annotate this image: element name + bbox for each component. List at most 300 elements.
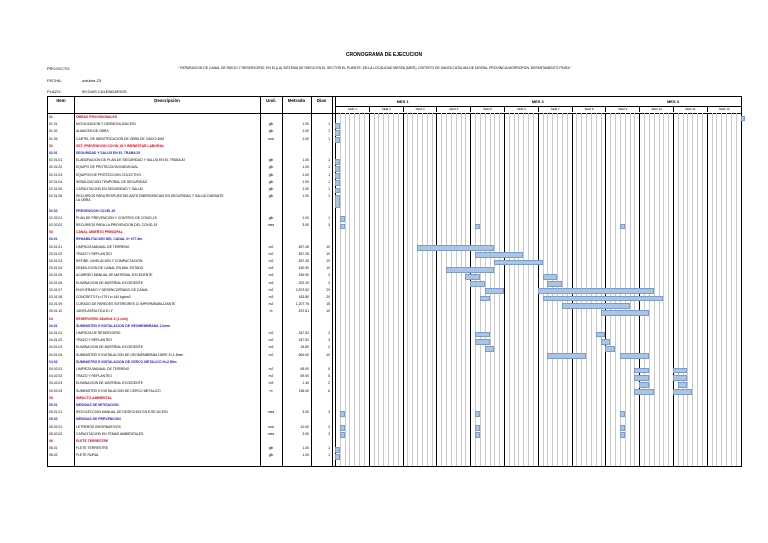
cell-item: 02.02.02 bbox=[49, 223, 63, 227]
cell-item: 01.03 bbox=[49, 136, 58, 141]
table-row bbox=[48, 115, 741, 122]
table-row bbox=[48, 252, 741, 259]
week-header: SEM 1 bbox=[335, 106, 369, 112]
cell-metrado: 347.52 bbox=[298, 331, 309, 335]
cell-metrado: 837.28 bbox=[298, 244, 309, 249]
week-header: SEM 12 bbox=[707, 106, 741, 112]
cell-desc: PREVENCION COVID-19 bbox=[76, 208, 116, 213]
gantt-bar bbox=[639, 382, 649, 388]
cell-und: mes bbox=[267, 410, 275, 415]
cell-desc: ELIMINACION DE MATERIAL EXCEDENTE bbox=[76, 280, 143, 285]
cell-item: 02.02.01 bbox=[49, 215, 63, 220]
cell-metrado: 1.00 bbox=[302, 136, 309, 141]
gantt-bar bbox=[335, 454, 340, 460]
cell-und: glb bbox=[268, 453, 274, 458]
header-metrado: Metrado bbox=[287, 98, 306, 103]
cell-metrado: 1.00 bbox=[302, 215, 309, 220]
cell-metrado: 202.20 bbox=[298, 280, 309, 285]
cell-und: m bbox=[269, 388, 273, 393]
gantt-bar bbox=[620, 432, 625, 438]
cell-metrado: 69.00 bbox=[300, 374, 309, 379]
gantt-bar bbox=[538, 288, 654, 294]
table-row bbox=[48, 245, 741, 252]
gantt-bar bbox=[335, 166, 340, 172]
table-row bbox=[48, 324, 741, 331]
week-header: SEM 4 bbox=[436, 106, 470, 112]
gantt-bar bbox=[620, 411, 625, 417]
cell-und: glb bbox=[268, 122, 274, 127]
gantt-bar bbox=[475, 432, 480, 438]
table-row bbox=[48, 273, 741, 280]
gantt-bar bbox=[605, 346, 615, 352]
cell-item: 04.01.02 bbox=[49, 338, 63, 343]
plazo-label: PLAZO: bbox=[47, 89, 62, 94]
cell-dias: 1 bbox=[328, 129, 330, 134]
table-row bbox=[48, 403, 741, 410]
cell-desc: SUMINISTRO E INSTALACION DE CERCO METALICO H=2.50m bbox=[76, 359, 177, 364]
cell-item: 06 bbox=[49, 439, 53, 443]
cell-und: mes bbox=[267, 431, 275, 436]
cell-metrado: 1.00 bbox=[302, 172, 309, 177]
cell-desc: TRAZO Y REPLANTEO bbox=[76, 338, 113, 343]
cell-desc: SUMINISTRO E INSTALACION DE CERCO METALICO bbox=[76, 388, 161, 393]
cell-dias: 1 bbox=[328, 165, 330, 170]
cell-dias: 1 bbox=[328, 158, 330, 163]
cell-und: mes bbox=[267, 223, 275, 227]
cell-und: und bbox=[268, 424, 274, 429]
table-row bbox=[48, 345, 741, 352]
month-header: MES 3 bbox=[666, 99, 679, 104]
cell-und: m2 bbox=[268, 331, 274, 335]
cell-und: m2 bbox=[268, 251, 274, 256]
cell-und: glb bbox=[268, 165, 274, 170]
cell-item: 02.01.06 bbox=[49, 194, 63, 199]
cell-metrado: 1.00 bbox=[302, 158, 309, 163]
cell-dias: 20 bbox=[326, 287, 330, 292]
cell-item: 06.02 bbox=[49, 453, 58, 458]
week-header: SEM 9 bbox=[605, 106, 639, 112]
cell-desc: CANAL ABIERTO PRINCIPAL bbox=[76, 230, 123, 235]
fecha-label: FECHA: bbox=[47, 78, 62, 83]
table-row bbox=[48, 439, 741, 446]
cell-item: 04 bbox=[49, 316, 53, 321]
cell-und: m3 bbox=[268, 295, 274, 299]
cell-desc: MEDIDAS DE MITIGACION bbox=[76, 403, 119, 407]
cell-metrado: 1.40 bbox=[302, 381, 309, 386]
table-row bbox=[48, 237, 741, 244]
gantt-bar bbox=[480, 296, 490, 302]
gantt-bar bbox=[475, 411, 480, 417]
cell-item: 05.02.01 bbox=[49, 424, 63, 429]
cell-und: m2 bbox=[268, 259, 274, 263]
cell-desc: MOVILIZACION Y DESMOVILIZACION bbox=[76, 122, 136, 127]
cell-desc: SUMINISTRO E INSTALACION DE GEOMEMBRANA HDPE E=1.5mm bbox=[76, 352, 184, 357]
cell-desc: SEGURIDAD Y SALUD EN EL TRABAJO bbox=[76, 151, 141, 155]
gantt-bar bbox=[634, 375, 648, 381]
cell-metrado: 10.00 bbox=[300, 424, 309, 429]
table-row bbox=[48, 137, 741, 144]
cell-item: 01.02 bbox=[49, 129, 58, 134]
cell-und: und bbox=[268, 136, 274, 141]
gantt-bar bbox=[634, 368, 648, 374]
cell-und: m2 bbox=[268, 302, 274, 307]
cell-metrado: 1.00 bbox=[302, 187, 309, 191]
cell-desc: TRAZO Y REPLANTEO bbox=[76, 251, 113, 256]
week-header: SEM 6 bbox=[504, 106, 538, 112]
cell-und: glb bbox=[268, 187, 274, 191]
table-row bbox=[48, 209, 741, 216]
cell-desc: CAPACITACION EN SEGURIDAD Y SALUD bbox=[76, 187, 144, 191]
gantt-bar bbox=[335, 188, 340, 194]
cell-metrado: 1.00 bbox=[302, 446, 309, 451]
cell-item: 05.02 bbox=[49, 417, 58, 422]
cell-dias: 5 bbox=[328, 374, 330, 379]
cell-dias: 1 bbox=[328, 179, 330, 184]
gantt-bar bbox=[446, 267, 494, 273]
gantt-bar bbox=[335, 123, 340, 129]
cell-item: 04.02.01 bbox=[49, 367, 63, 371]
cell-desc: TRAZO Y REPLANTEO bbox=[76, 374, 113, 379]
cell-metrado: 136.00 bbox=[298, 388, 309, 393]
cell-item: 03.01.06 bbox=[49, 280, 63, 285]
table-row bbox=[48, 396, 741, 403]
header-und: Und. bbox=[266, 98, 276, 103]
cell-item: 02.01.01 bbox=[49, 158, 63, 163]
cell-dias: 1 bbox=[328, 194, 330, 199]
table-row bbox=[48, 338, 741, 345]
cell-desc: FLETE TERRESTRE bbox=[76, 446, 108, 451]
plazo-value: 90 DIAS CALENDARIOS bbox=[82, 89, 127, 94]
cell-desc: ALMACEN DE OBRA bbox=[76, 129, 109, 134]
cell-item: 05.01 bbox=[49, 403, 58, 407]
cell-metrado: 2,873.52 bbox=[295, 287, 309, 292]
cell-metrado: 3.00 bbox=[302, 431, 309, 436]
table-row bbox=[48, 417, 741, 424]
cell-item: 03.01.10 bbox=[49, 309, 63, 314]
cell-desc: ELABORACION DE PLAN DE SEGURIDAD Y SALUD EN EL TRABAJO bbox=[76, 158, 186, 163]
cell-desc: CARTEL DE IDENTIFICACION DE OBRA DE 3.60X2.40M bbox=[76, 136, 164, 141]
cell-dias: 3 bbox=[328, 280, 330, 285]
cell-desc: REHABILITACION DEL CANAL 0+ 077.8m bbox=[76, 237, 143, 242]
proyecto-label: PROYECTO: bbox=[47, 66, 71, 71]
table-row bbox=[48, 230, 741, 237]
gantt-bar bbox=[465, 274, 479, 280]
gantt-bar bbox=[673, 368, 687, 374]
cell-und: glb bbox=[268, 179, 274, 184]
cell-dias: 10 bbox=[326, 244, 330, 249]
cell-item: 01.01 bbox=[49, 122, 58, 127]
cell-und: m3 bbox=[268, 381, 274, 386]
gantt-bar bbox=[601, 310, 649, 316]
cell-desc: EQUIPOS DE PROTECCION COLECTIVO bbox=[76, 172, 142, 177]
cell-dias: 1 bbox=[328, 122, 330, 127]
cell-und: m3 bbox=[268, 345, 274, 350]
table-row bbox=[48, 151, 741, 158]
cell-dias: 1 bbox=[328, 446, 330, 451]
cell-desc: JUNTA ASFALTICA E=1" bbox=[76, 309, 114, 314]
week-header: SEM 3 bbox=[403, 106, 437, 112]
cell-dias: 1 bbox=[328, 453, 330, 458]
cell-item: 04.01.03 bbox=[49, 345, 63, 350]
cell-item: 04.02 bbox=[49, 359, 58, 364]
cell-und: glb bbox=[268, 129, 274, 134]
gantt-bar bbox=[475, 332, 489, 338]
cell-dias: 6 bbox=[328, 388, 330, 393]
gantt-bar bbox=[335, 130, 340, 136]
cell-dias: 10 bbox=[326, 251, 330, 256]
gantt-bar bbox=[620, 224, 625, 230]
cell-dias: 3 bbox=[328, 331, 330, 335]
cell-desc: LIMPIEZA DE RESERVORIO bbox=[76, 331, 121, 335]
proyecto-value: " REPARACION DE CANAL DE RIEGO Y RESERVORIO; EN EL(LA) SISTEMA DE RIEGO EN EL SECTOR EL PUENTE, EN LA LOCALIDAD MESSA (MESI), DISTRITO DE SANTA CATALINA DE MOSSA, PROVINCIA MORROPON, DEPARTAMENTO PIURA " bbox=[178, 66, 572, 70]
cell-desc: CAPACITACION EN TEMAS AMBIENTALES bbox=[76, 431, 144, 436]
table-row bbox=[48, 144, 741, 151]
cell-metrado: 600.00 bbox=[298, 352, 309, 357]
gantt-bar bbox=[673, 375, 687, 381]
cell-desc: REFINE, NIVELACION Y COMPACTACION bbox=[76, 259, 143, 263]
cell-item: 02.01.05 bbox=[49, 187, 63, 191]
gantt-bar bbox=[335, 137, 340, 143]
gantt-bar bbox=[485, 288, 504, 294]
cell-item: 03.01.02 bbox=[49, 251, 63, 256]
cell-desc: CURADO DE PAREDES INTERIORES C/ IMPERMEABILIZANTE bbox=[76, 302, 176, 307]
month-header: MES 2 bbox=[531, 99, 544, 104]
gantt-bar bbox=[335, 447, 340, 453]
cell-metrado: 150.90 bbox=[298, 273, 309, 278]
cell-item: 03.01.08 bbox=[49, 295, 63, 299]
table-row bbox=[48, 216, 741, 223]
cell-item: 05 bbox=[49, 395, 53, 400]
cell-desc: ELIMINACION DE MATERIAL EXCEDENTE bbox=[76, 381, 143, 386]
cell-item: 03.01.04 bbox=[49, 266, 63, 271]
cell-item: 03.01.05 bbox=[49, 273, 63, 278]
cell-desc: ACARREO MANUAL DE MATERIAL EXCEDENTE bbox=[76, 273, 153, 278]
table-row bbox=[48, 122, 741, 129]
cell-und: glb bbox=[268, 172, 274, 177]
cell-und: glb bbox=[268, 158, 274, 163]
cell-item: 04.01.01 bbox=[49, 331, 63, 335]
cell-desc: ELIMINACION DE MATERIAL EXCEDENTE bbox=[76, 345, 143, 350]
week-header: SEM 10 bbox=[639, 106, 673, 112]
cell-und: m3 bbox=[268, 273, 274, 278]
cell-dias: 10 bbox=[326, 259, 330, 263]
cell-desc: SUMINISTRO E INSTALACION DE GEOMEMBRANA 1.0mm bbox=[76, 323, 171, 328]
table-row bbox=[48, 180, 741, 187]
cell-und: m3 bbox=[268, 280, 274, 285]
cell-desc: LIMPIEZA MANUAL DE TERRENO bbox=[76, 244, 130, 249]
cell-dias: 3 bbox=[328, 410, 330, 415]
cell-desc: RESERVORIO 28x60x1.5 (1 und) bbox=[76, 316, 128, 321]
cell-item: 02.01.04 bbox=[49, 179, 63, 184]
gantt-bar bbox=[601, 339, 611, 345]
cell-metrado: 15.80 bbox=[300, 345, 309, 350]
week-header: SEM 7 bbox=[538, 106, 572, 112]
cell-dias: 1 bbox=[328, 187, 330, 191]
gantt-bar bbox=[475, 425, 480, 431]
header-item: Item bbox=[56, 98, 66, 103]
cell-dias: 3 bbox=[328, 424, 330, 429]
table-row bbox=[48, 453, 741, 460]
table-row bbox=[48, 331, 741, 338]
cell-desc: MEDIDAS DE PREVENCION bbox=[76, 417, 121, 422]
cell-metrado: 837.28 bbox=[298, 251, 309, 256]
cell-dias: 15 bbox=[326, 302, 330, 307]
cell-desc: RECURSOS PARA RESPUESTAS ANTE EMERGENCIAS EN SEGURIDAD Y SALUD DURANTE LA OBRA bbox=[76, 194, 224, 203]
gantt-bar bbox=[340, 216, 345, 222]
table-row bbox=[48, 173, 741, 180]
gantt-bar bbox=[494, 260, 542, 266]
cell-item: 02.01 bbox=[49, 151, 58, 155]
cell-item: 03.01.01 bbox=[49, 244, 63, 249]
cell-dias: 2 bbox=[328, 381, 330, 386]
table-row bbox=[48, 165, 741, 172]
gantt-bar bbox=[543, 274, 557, 280]
gantt-bar bbox=[475, 252, 523, 258]
cell-dias: 20 bbox=[326, 295, 330, 299]
fecha-value: octubre-23 bbox=[82, 78, 102, 83]
cell-metrado: 1.00 bbox=[302, 122, 309, 127]
gantt-bar bbox=[543, 296, 664, 302]
gantt-bar bbox=[547, 353, 586, 359]
cell-desc: LIMPIEZA MANUAL DE TERRENO bbox=[76, 367, 130, 371]
table-row bbox=[48, 302, 741, 309]
cell-desc: SST, PREVENCION COVID-19 Y BIENESTAR LABORAL bbox=[76, 143, 164, 148]
cell-item: 03 bbox=[49, 230, 53, 235]
gantt-bar bbox=[335, 173, 340, 179]
cell-desc: EQUIPO DE PROTECCION INDIVIDUAL bbox=[76, 165, 139, 170]
cell-und: glb bbox=[268, 194, 274, 199]
gantt-bar bbox=[417, 245, 494, 251]
table-row bbox=[48, 410, 741, 417]
cell-item: 04.02.02 bbox=[49, 374, 63, 379]
cell-dias: 1 bbox=[328, 136, 330, 141]
cell-item: 03.01 bbox=[49, 237, 58, 242]
table-row bbox=[48, 266, 741, 273]
cell-dias: 5 bbox=[328, 367, 330, 371]
header-descripcion: Descripción bbox=[154, 98, 180, 103]
gantt-bar bbox=[340, 224, 345, 230]
gantt-bar bbox=[634, 389, 653, 395]
table-row bbox=[48, 259, 741, 266]
cell-und: m2 bbox=[268, 338, 274, 343]
cell-desc: LETREROS INFORMATIVOS bbox=[76, 424, 121, 429]
cell-desc: FLETE TERRESTRE bbox=[76, 439, 109, 443]
cell-metrado: 3.00 bbox=[302, 223, 309, 227]
gantt-bar bbox=[562, 303, 630, 309]
cell-dias: 10 bbox=[326, 352, 330, 357]
gantt-bar bbox=[335, 159, 340, 165]
cell-item: 01 bbox=[49, 115, 53, 119]
table-row bbox=[48, 158, 741, 165]
cell-item: 03.01.03 bbox=[49, 259, 63, 263]
cell-metrado: 1.00 bbox=[302, 194, 309, 199]
cell-und: m2 bbox=[268, 352, 274, 357]
table-row bbox=[48, 223, 741, 230]
gantt-bar bbox=[485, 346, 495, 352]
cell-desc: OBRAS PROVISIONALES bbox=[76, 115, 118, 119]
cell-metrado: 1,207.76 bbox=[295, 302, 309, 307]
gantt-bar bbox=[475, 339, 489, 345]
cell-desc: ENCOFRADO Y DESENCOFRADO DE CANAL bbox=[76, 287, 149, 292]
gantt-bar bbox=[340, 432, 345, 438]
cell-metrado: 837.28 bbox=[298, 259, 309, 263]
table-row bbox=[48, 129, 741, 136]
header-dias: Dias bbox=[316, 98, 327, 103]
cell-item: 05.02.02 bbox=[49, 431, 63, 436]
cell-item: 04.01.04 bbox=[49, 352, 63, 357]
cell-und: glb bbox=[268, 446, 274, 451]
cell-desc: RECOLECCION MANUAL DE DESECHOS EN EJECUCION bbox=[76, 410, 168, 415]
cell-item: 02.02 bbox=[49, 208, 58, 213]
week-header: SEM 11 bbox=[673, 106, 707, 112]
cell-item: 06.01 bbox=[49, 446, 58, 451]
cell-item: 03.01.07 bbox=[49, 287, 63, 292]
cell-item: 02.01.02 bbox=[49, 165, 63, 170]
cell-item: 04.01 bbox=[49, 323, 58, 328]
cell-metrado: 872.61 bbox=[298, 309, 309, 314]
cell-metrado: 3.00 bbox=[302, 410, 309, 415]
cell-und: glb bbox=[268, 215, 274, 220]
cell-dias: 3 bbox=[328, 431, 330, 436]
cell-desc: SEÑALIZACION TEMPORAL DE SEGURIDAD bbox=[76, 179, 148, 184]
table-row bbox=[48, 432, 741, 439]
table-row bbox=[48, 425, 741, 432]
table-row bbox=[48, 281, 741, 288]
table-row bbox=[48, 446, 741, 453]
table-row bbox=[48, 194, 741, 208]
cell-metrado: 1.00 bbox=[302, 453, 309, 458]
gantt-bar bbox=[678, 382, 688, 388]
cell-item: 03.01.09 bbox=[49, 302, 63, 307]
cell-dias: 1 bbox=[328, 215, 330, 220]
week-header: SEM 2 bbox=[369, 106, 403, 112]
cell-metrado: 1.00 bbox=[302, 179, 309, 184]
gantt-bar bbox=[335, 195, 340, 208]
cell-metrado: 347.52 bbox=[298, 338, 309, 343]
cell-desc: RECURSOS PARA LA PREVENCION DEL COVID-19 bbox=[76, 223, 158, 227]
cell-metrado: 1.00 bbox=[302, 129, 309, 134]
gantt-bar bbox=[620, 425, 625, 431]
table-row bbox=[48, 317, 741, 324]
schedule-table bbox=[47, 96, 742, 467]
cell-dias: 10 bbox=[326, 266, 330, 271]
cell-desc: CONCRETO f'c=175 f'c=140 kg/cm2 bbox=[76, 295, 131, 299]
page-title: CRONOGRAMA DE EJECUCION bbox=[345, 52, 423, 58]
week-header: SEM 8 bbox=[572, 106, 606, 112]
cell-und: m2 bbox=[268, 244, 274, 249]
cell-metrado: 160.90 bbox=[298, 266, 309, 271]
cell-desc: IMPACTO AMBIENTAL bbox=[76, 395, 112, 400]
cell-desc: DEMOLICION DE CANAL EN MAL ESTADO bbox=[76, 266, 144, 271]
cell-dias: 3 bbox=[328, 338, 330, 343]
week-header: SEM 5 bbox=[470, 106, 504, 112]
gantt-bar bbox=[335, 180, 340, 186]
gantt-bar bbox=[470, 281, 484, 287]
cell-und: m2 bbox=[268, 374, 274, 379]
cell-und: m2 bbox=[268, 287, 274, 292]
table-row bbox=[48, 360, 741, 367]
cell-dias: 2 bbox=[328, 345, 330, 350]
gantt-bar bbox=[340, 411, 345, 417]
month-header: MES 1 bbox=[396, 99, 409, 104]
cell-dias: 10 bbox=[326, 309, 330, 314]
cell-desc: FLETE RURAL bbox=[76, 453, 99, 458]
gantt-bar bbox=[596, 332, 606, 338]
cell-und: m2 bbox=[268, 367, 274, 371]
cell-dias: 3 bbox=[328, 223, 330, 227]
cell-metrado: 1.00 bbox=[302, 165, 309, 170]
table-row bbox=[48, 381, 741, 388]
